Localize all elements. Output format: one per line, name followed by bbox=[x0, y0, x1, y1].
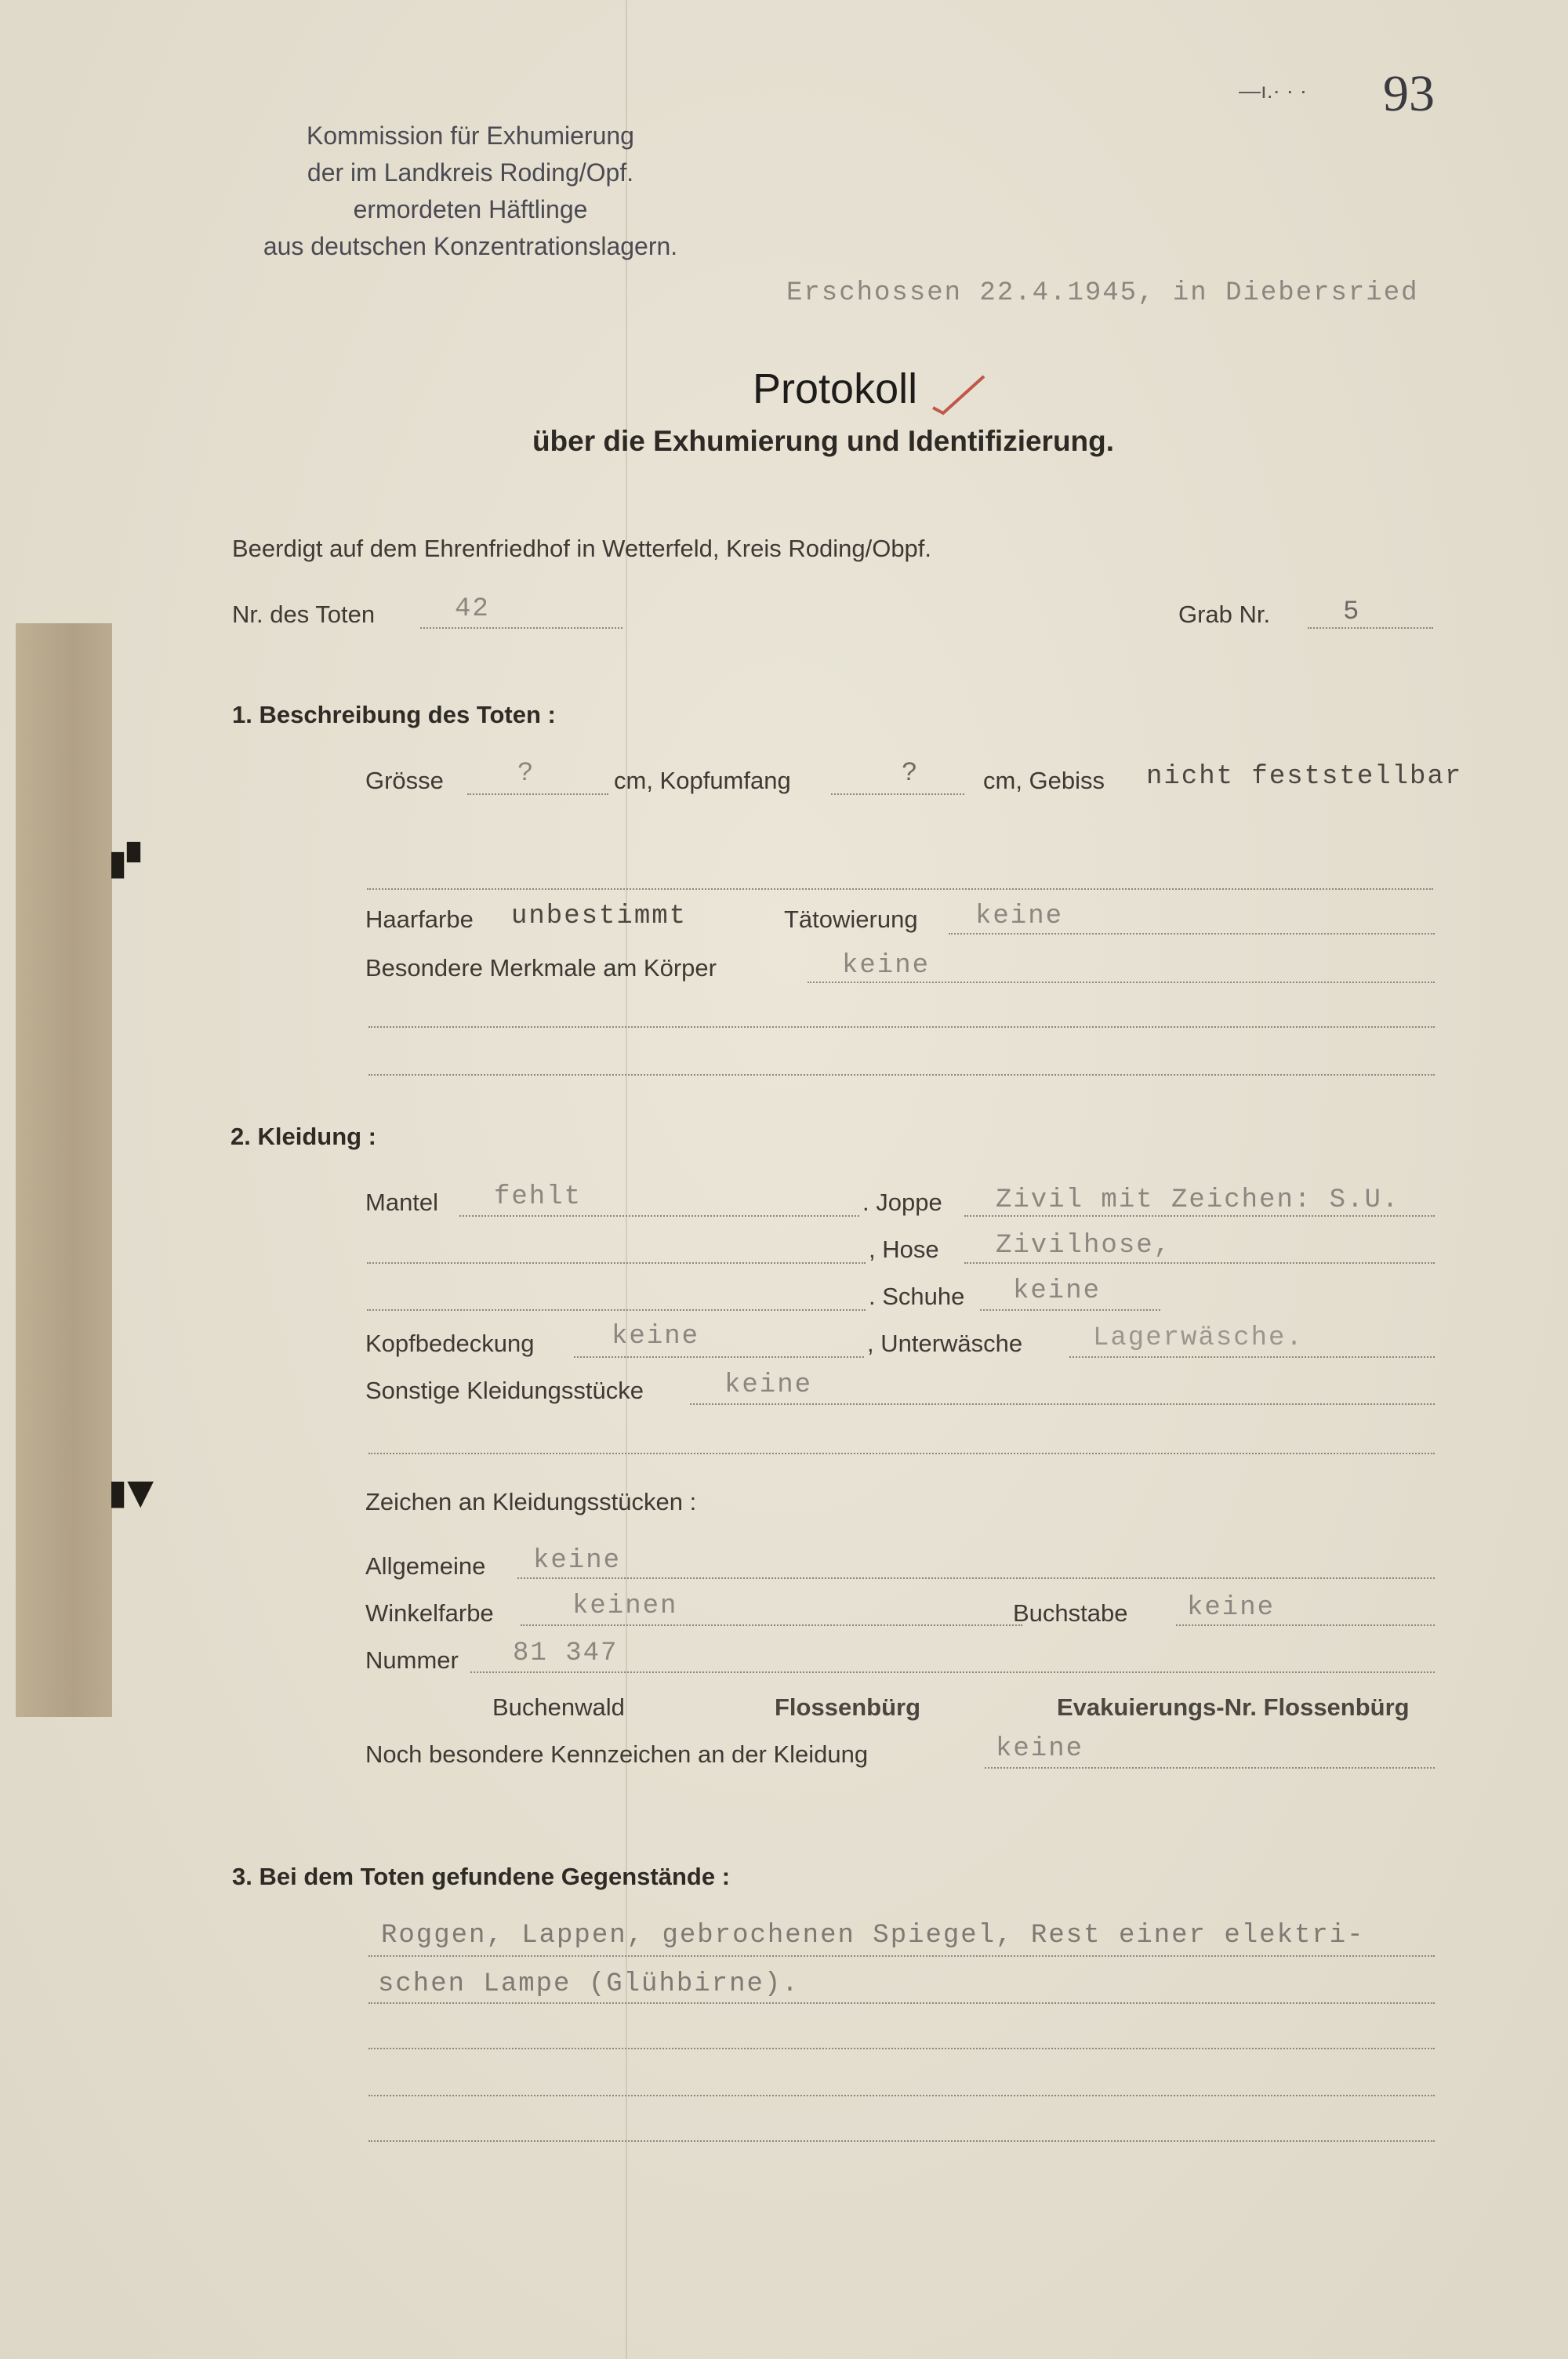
head-circ-label: cm, Kopfumfang bbox=[614, 767, 791, 794]
evacuation-number: Evakuierungs-Nr. Flossenbürg bbox=[1057, 1693, 1410, 1721]
number-label: Nummer bbox=[365, 1646, 459, 1674]
blank-line bbox=[368, 2048, 1435, 2049]
grave-no-value: 5 bbox=[1343, 597, 1361, 627]
header-line: ermordeten Häftlinge bbox=[353, 195, 588, 223]
other-clothing-label: Sonstige Kleidungsstücke bbox=[365, 1377, 644, 1404]
found-items-line-2: schen Lampe (Glühbirne). bbox=[378, 1969, 800, 1999]
headwear-value: keine bbox=[612, 1322, 700, 1352]
coat-label: Mantel bbox=[365, 1189, 439, 1216]
other-marks-label: Noch besondere Kennzeichen an der Kleidung bbox=[365, 1740, 869, 1768]
section-heading: 3. Bei dem Toten gefundene Gegenstände : bbox=[232, 1863, 731, 1890]
header-line: aus deutschen Konzentrationslagern. bbox=[263, 232, 678, 260]
jacket-line bbox=[964, 1215, 1435, 1217]
letter-line bbox=[1176, 1624, 1435, 1626]
other-clothing-line bbox=[690, 1403, 1435, 1405]
marks-value: keine bbox=[842, 951, 931, 981]
trousers-value: Zivilhose, bbox=[996, 1231, 1172, 1261]
trousers-label: , Hose bbox=[869, 1236, 939, 1263]
number-value: 81 347 bbox=[513, 1639, 619, 1668]
execution-note: Erschossen 22.4.1945, in Diebersried bbox=[786, 278, 1419, 308]
camp-flossenbuerg: Flossenbürg bbox=[775, 1693, 921, 1721]
blank-line bbox=[368, 2095, 1435, 2096]
letter-label: Buchstabe bbox=[1013, 1599, 1128, 1627]
coat-line bbox=[459, 1215, 859, 1217]
height-line bbox=[467, 793, 608, 795]
blank-line bbox=[368, 1453, 1435, 1454]
tape-stain bbox=[16, 623, 112, 1717]
letter-value: keine bbox=[1187, 1593, 1276, 1623]
underwear-line bbox=[1069, 1356, 1435, 1358]
coat-value: fehlt bbox=[494, 1182, 583, 1212]
head-circ-value: ? bbox=[902, 759, 920, 789]
height-value: ? bbox=[517, 759, 535, 789]
marks-label: Besondere Merkmale am Körper bbox=[365, 954, 717, 982]
blank-line bbox=[368, 2140, 1435, 2142]
tattoo-line bbox=[949, 933, 1435, 935]
found-items-line-1: Roggen, Lappen, gebrochenen Spiegel, Rest einer elektri- bbox=[381, 1921, 1365, 1951]
punch-hole-icon: ▮▘ bbox=[108, 843, 154, 883]
headwear-line bbox=[574, 1356, 864, 1358]
other-marks-line bbox=[985, 1767, 1435, 1769]
commission-header bbox=[235, 118, 706, 265]
trousers-line bbox=[964, 1262, 1435, 1264]
shoes-label: . Schuhe bbox=[869, 1283, 965, 1310]
triangle-color-line bbox=[521, 1624, 1022, 1626]
underwear-label: , Unterwäsche bbox=[867, 1330, 1023, 1357]
blank-line bbox=[368, 1955, 1435, 1957]
section-heading: 1. Beschreibung des Toten : bbox=[232, 701, 556, 728]
other-clothing-value: keine bbox=[724, 1370, 813, 1400]
burial-place: Beerdigt auf dem Ehrenfriedhof in Wetterfeld, Kreis Roding/Obpf. bbox=[232, 535, 932, 562]
head-circ-line bbox=[831, 793, 964, 795]
hair-label: Haarfarbe bbox=[365, 905, 474, 933]
tattoo-label: Tätowierung bbox=[784, 905, 918, 933]
grave-no-label: Grab Nr. bbox=[1178, 601, 1271, 628]
other-marks-value: keine bbox=[996, 1734, 1084, 1764]
fold-line bbox=[626, 0, 627, 2359]
blank-line bbox=[367, 1309, 866, 1311]
marks-line bbox=[808, 982, 1435, 983]
general-label: Allgemeine bbox=[365, 1552, 486, 1580]
height-label: Grösse bbox=[365, 767, 444, 794]
jacket-label: . Joppe bbox=[862, 1189, 942, 1216]
blank-line bbox=[368, 2002, 1435, 2004]
page-subtitle: über die Exhumierung und Identifizierung. bbox=[532, 425, 1115, 457]
triangle-color-label: Winkelfarbe bbox=[365, 1599, 494, 1627]
teeth-value: nicht feststellbar bbox=[1146, 762, 1463, 792]
shoes-line bbox=[980, 1309, 1160, 1311]
underwear-value: Lagerwäsche. bbox=[1093, 1323, 1304, 1353]
tattoo-value: keine bbox=[975, 902, 1064, 931]
hair-value: unbestimmt bbox=[511, 902, 688, 931]
section-heading: 2. Kleidung : bbox=[230, 1123, 376, 1150]
punch-hole-icon: ▮▼ bbox=[108, 1472, 154, 1512]
header-line: der im Landkreis Roding/Opf. bbox=[307, 158, 634, 187]
dead-no-value: 42 bbox=[455, 594, 490, 624]
shoes-value: keine bbox=[1013, 1276, 1102, 1306]
page-title: Protokoll bbox=[753, 365, 918, 412]
dead-no-line bbox=[420, 627, 622, 629]
blank-line bbox=[367, 1262, 866, 1264]
teeth-label: cm, Gebiss bbox=[983, 767, 1105, 794]
triangle-color-value: keinen bbox=[572, 1591, 678, 1621]
page-number: 93 bbox=[1383, 65, 1435, 122]
jacket-value: Zivil mit Zeichen: S.U. bbox=[996, 1185, 1400, 1215]
headwear-label: Kopfbedeckung bbox=[365, 1330, 535, 1357]
blank-line bbox=[367, 888, 1433, 890]
header-line: Kommission für Exhumierung bbox=[307, 122, 634, 150]
dead-no-label: Nr. des Toten bbox=[232, 601, 376, 628]
blank-line bbox=[368, 1074, 1435, 1076]
marks-heading: Zeichen an Kleidungsstücken : bbox=[365, 1488, 697, 1515]
camp-buchenwald: Buchenwald bbox=[492, 1693, 625, 1721]
page-number-prefix: —ı.· · · bbox=[1239, 78, 1308, 103]
grave-no-line bbox=[1308, 627, 1433, 629]
check-mark-icon bbox=[929, 370, 992, 417]
number-line bbox=[470, 1671, 1435, 1673]
general-value: keine bbox=[533, 1546, 622, 1576]
general-line bbox=[517, 1577, 1435, 1579]
blank-line bbox=[368, 1026, 1435, 1028]
